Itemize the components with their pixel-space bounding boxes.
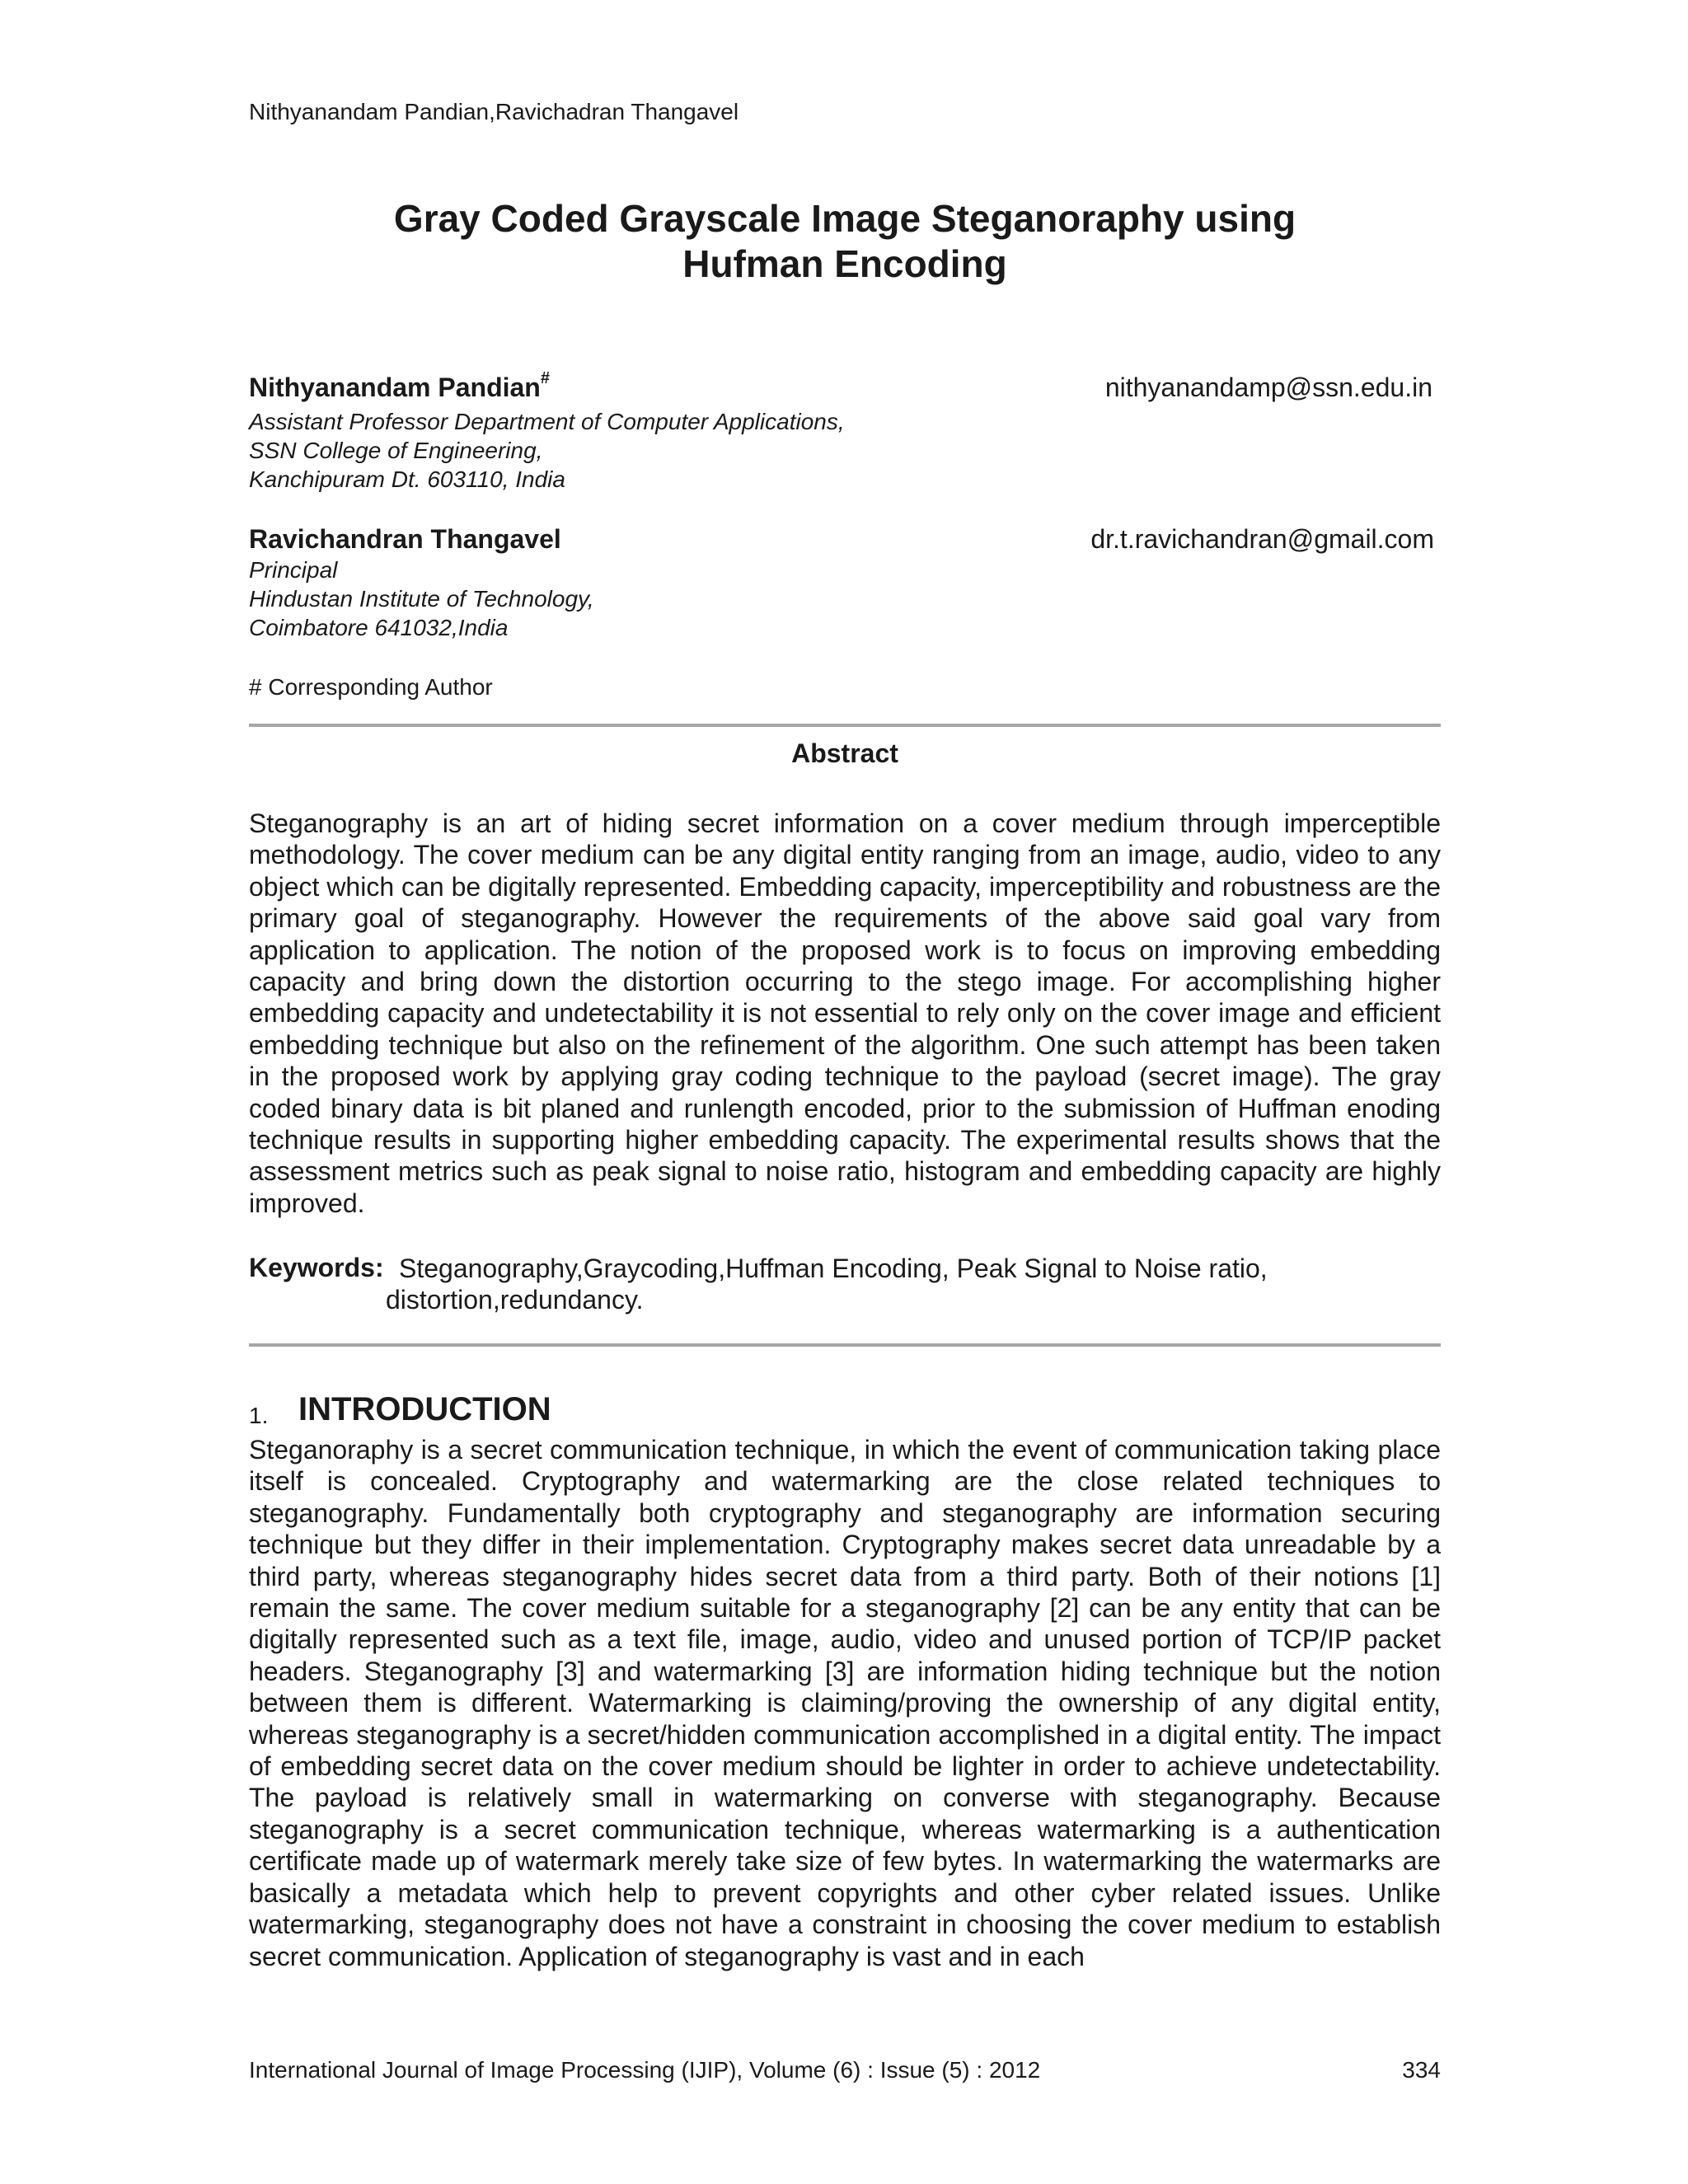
affiliation-line: Principal: [249, 557, 338, 583]
page-number: 334: [1402, 2057, 1441, 2083]
keywords-line-2: distortion,redundancy.: [386, 1285, 644, 1315]
corresponding-mark: #: [540, 369, 550, 388]
author-1-email[interactable]: nithyanandamp@ssn.edu.in: [1104, 373, 1432, 402]
author-2-name: Ravichandran Thangavel: [249, 524, 561, 554]
abstract-heading: Abstract: [791, 738, 898, 768]
keywords-label: Keywords:: [249, 1253, 384, 1282]
introduction-text: Steganoraphy is a secret communication technique, in which the event of communication taking place itself is concealed. Cryptography and watermarking are the close related techniques to steganography. Fundamentally both cryptography and steganography are information securing technique but they differ in their implementation. Cryptography makes secret data unreadable by a third party, whereas steganography hides secret data from a third party. Both of their notions [1] remain the same. The cover medium suitable for a steganography [2] can be any entity that can be digitally represented such as a text file, image, audio, video and unused portion of TCP/IP packet headers. Steganography [3] and watermarking [3] are information hiding technique but the notion between them is different. Watermarking is claiming/proving the ownership of any digital entity, whereas steganography is a secret/hidden communication accomplished in a digital entity. The impact of embedding secret data on the cover medium should be lighter in order to achieve undetectability. The payload is relatively small in watermarking on converse with steganography. Because steganography is a secret communication technique, whereas watermarking is a authentication certificate made up of watermark merely take size of few bytes. In watermarking the watermarks are basically a metadata which help to prevent copyrights and other cyber related issues. Unlike watermarking, steganography does not have a constraint in choosing the cover medium to establish secret communication. Application of steganography is vast and in each: [249, 1435, 1441, 1971]
keywords-text: [386, 1253, 1421, 1316]
running-head: Nithyanandam Pandian,Ravichadran Thangavel: [249, 99, 739, 124]
section-number: 1.: [249, 1403, 269, 1428]
keywords-line-1: Steganography,Graycoding,Huffman Encoding, Peak Signal to Noise ratio,: [399, 1254, 1268, 1283]
affiliation-line: Hindustan Institute of Technology,: [249, 586, 594, 612]
corresponding-author-note: # Corresponding Author: [249, 674, 493, 700]
paper-title: [249, 196, 1441, 287]
section-title: INTRODUCTION: [298, 1391, 551, 1427]
divider: [249, 724, 1441, 727]
affiliation-line: Kanchipuram Dt. 603110, India: [249, 466, 565, 492]
title-line-1: Gray Coded Grayscale Image Steganoraphy using: [393, 197, 1296, 240]
abstract-text: Steganography is an art of hiding secret information on a cover medium through imperceptible methodology. The cover medium can be any digital entity ranging from an image, audio, video to any object which can be digitally represented. Embedding capacity, imperceptibility and robustness are the primary goal of steganography. However the requirements of the above said goal vary from application to application. The notion of the proposed work is to focus on improving embedding capacity and bring down the distortion occurring to the stego image. For accomplishing higher embedding capacity and undetectability it is not essential to rely only on the cover image and efficient embedding technique but also on the refinement of the algorithm. One such attempt has been taken in the proposed work by applying gray coding technique to the payload (secret image). The gray coded binary data is bit planed and runlength encoded, prior to the submission of Huffman enoding technique results in supporting higher embedding capacity. The experimental results shows that the assessment metrics such as peak signal to noise ratio, histogram and embedding capacity are highly improved.: [249, 808, 1441, 1218]
title-line-2: Hufman Encoding: [682, 242, 1007, 285]
affiliation-line: Assistant Professor Department of Computer Applications,: [249, 409, 845, 434]
author-1-name-text: Nithyanandam Pandian: [249, 373, 541, 402]
author-2-email[interactable]: dr.t.ravichandran@gmail.com: [1090, 524, 1434, 554]
author-1-name: [249, 369, 550, 403]
divider: [249, 1343, 1441, 1347]
author-1-affiliation: [249, 407, 845, 494]
author-2-affiliation: [249, 555, 594, 642]
affiliation-line: SSN College of Engineering,: [249, 438, 543, 463]
affiliation-line: Coimbatore 641032,India: [249, 615, 509, 640]
journal-footer: International Journal of Image Processing (IJIP), Volume (6) : Issue (5) : 2012: [249, 2057, 1041, 2083]
